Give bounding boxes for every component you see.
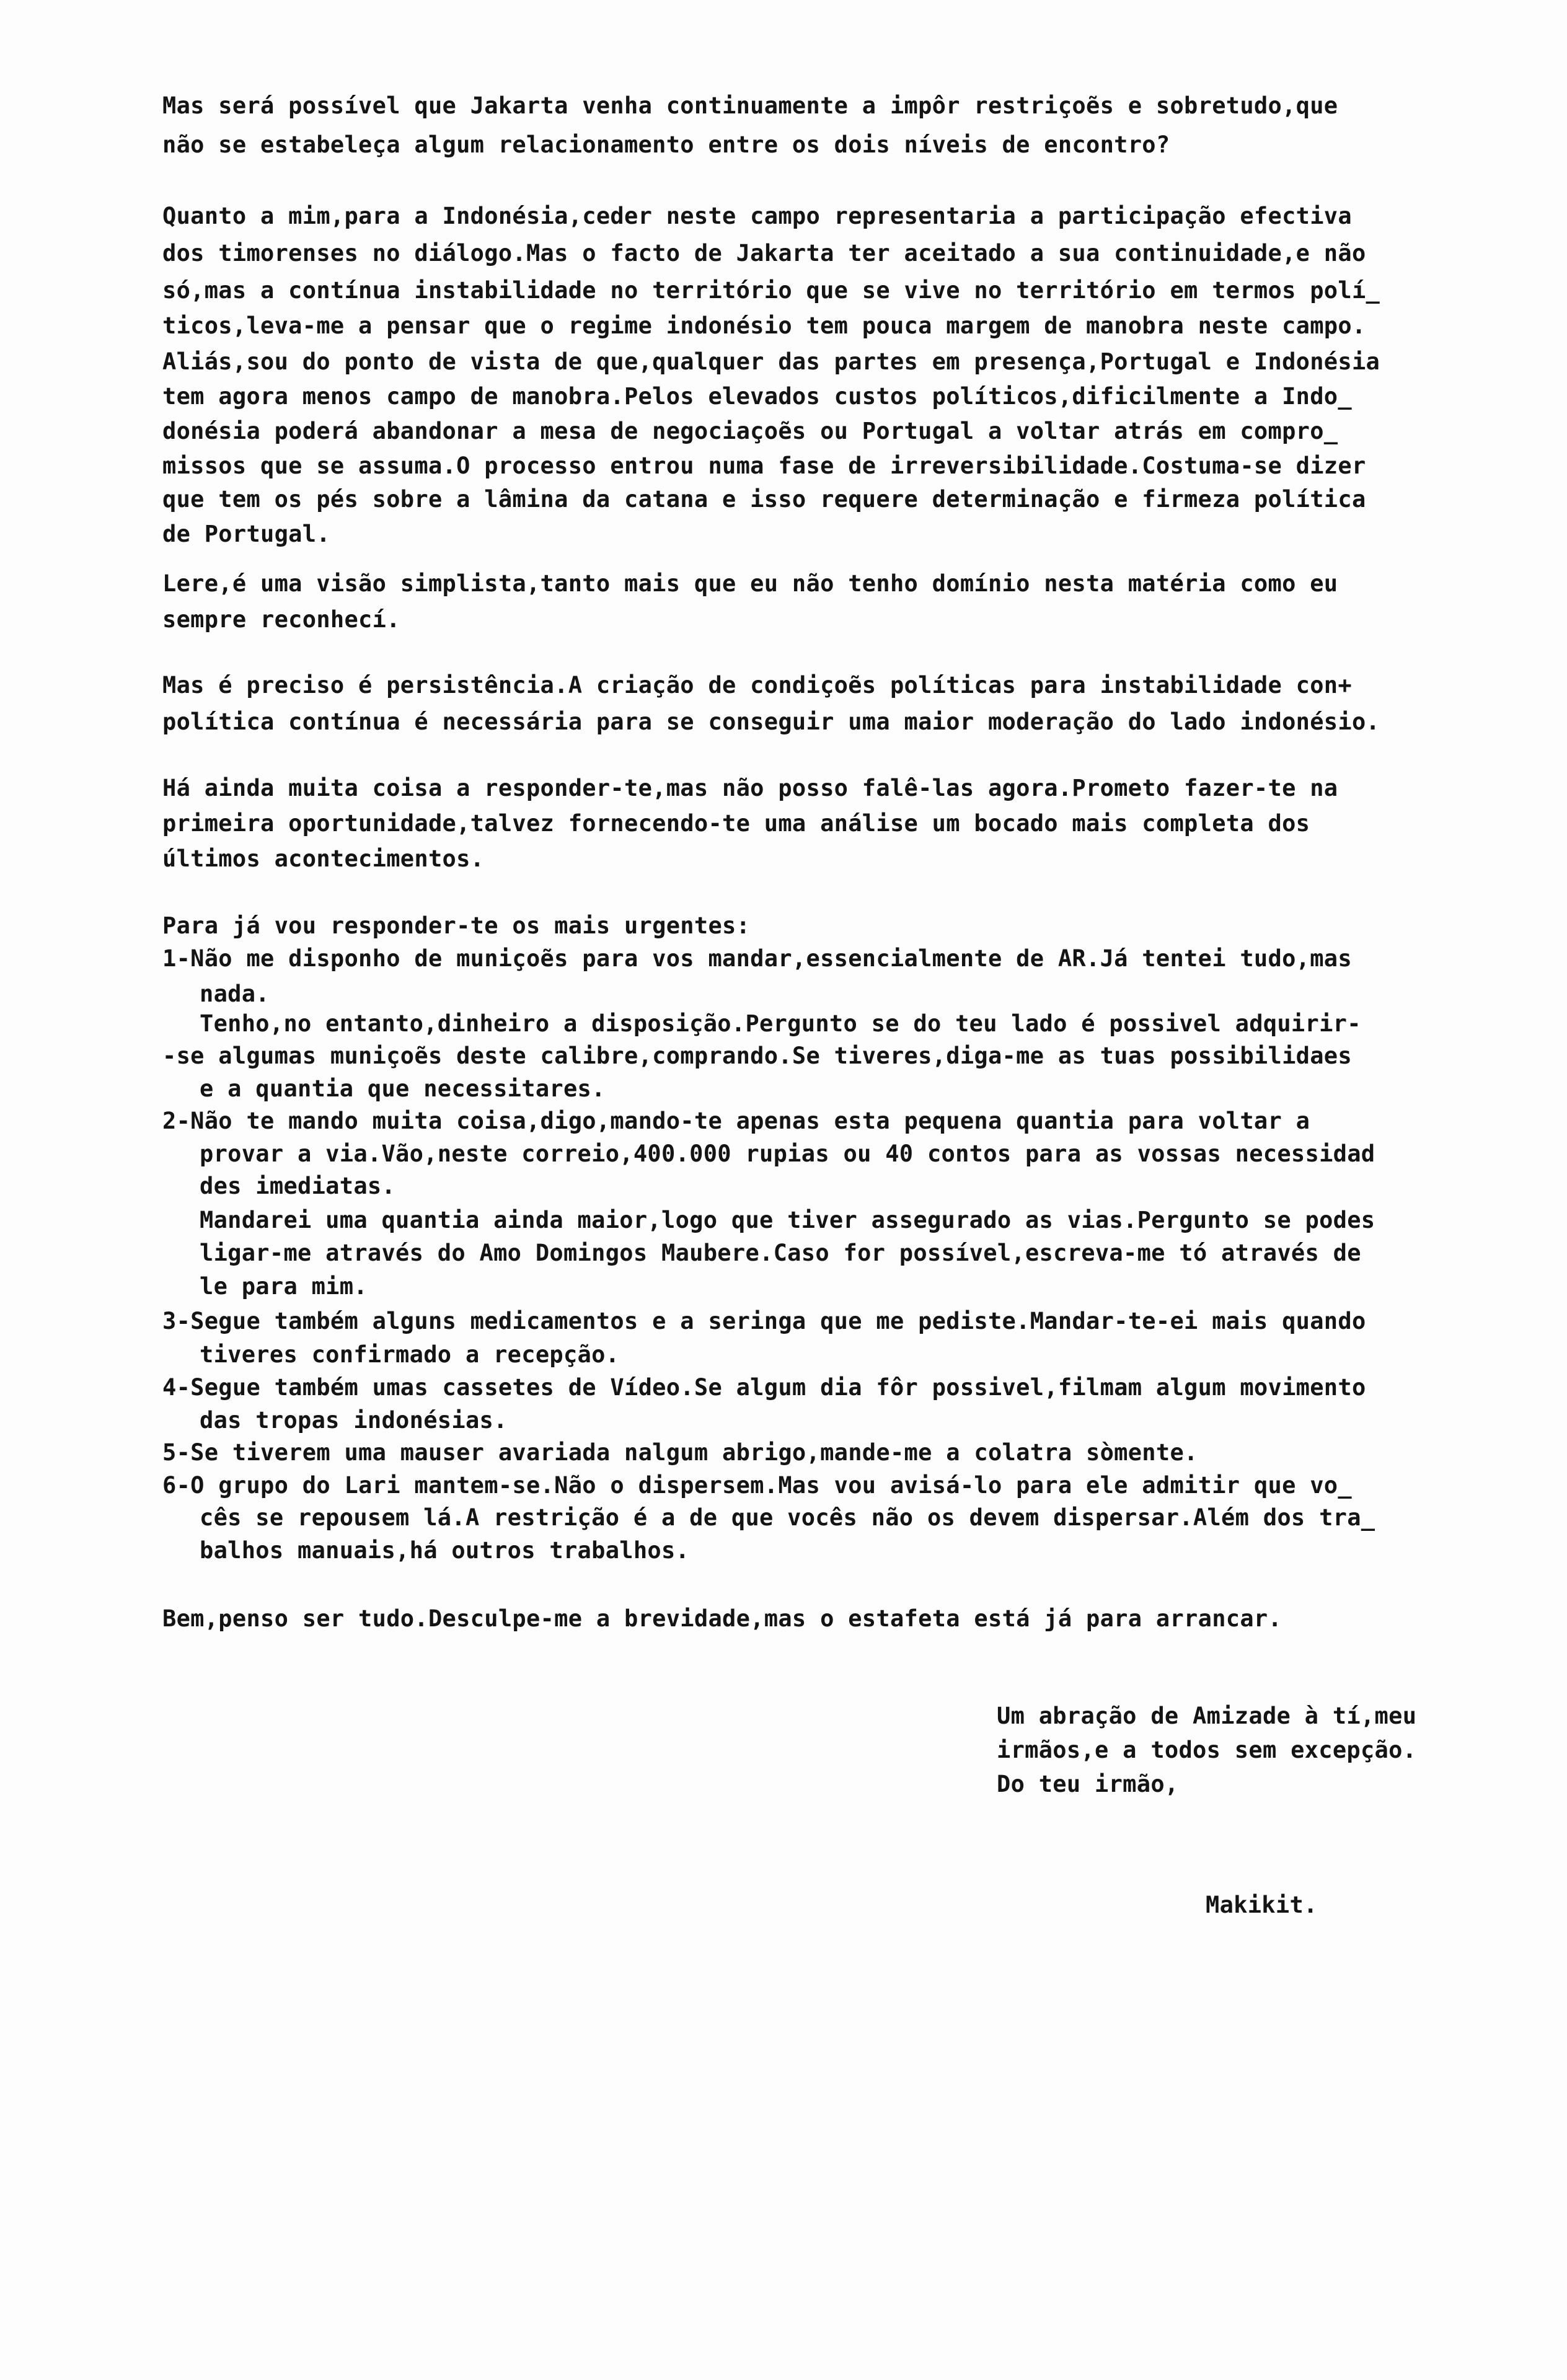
closing-line: Um abração de Amizade à tí,meu (997, 1703, 1417, 1729)
letter-line: últimos acontecimentos. (162, 845, 485, 872)
list-item: 1-Não me disponho de muniçoẽs para vos mandar,essencialmente de AR.Já tentei tudo,mas (162, 945, 1352, 972)
letter-line: sempre reconhecí. (162, 606, 400, 633)
letter-line: Mas é preciso é persistência.A criação de condiçoẽs políticas para instabilidade con+ (162, 672, 1352, 699)
letter-line: Para já vou responder-te os mais urgentes: (162, 912, 751, 939)
letter-line: ticos,leva-me a pensar que o regime indonésio tem pouca margem de manobra neste campo. (162, 312, 1366, 339)
list-item-continuation: balhos manuais,há outros trabalhos. (200, 1537, 690, 1564)
list-item: 4-Segue também umas cassetes de Vídeo.Se algum dia fôr possivel,filmam algum movimento (162, 1374, 1366, 1401)
list-item-continuation: Mandarei uma quantia ainda maior,logo que tiver assegurado as vias.Pergunto se podes (200, 1207, 1375, 1233)
closing-line: Do teu irmão, (997, 1771, 1179, 1797)
list-item: 6-O grupo do Lari mantem-se.Não o dispersem.Mas vou avisá-lo para ele admitir que vo_ (162, 1472, 1352, 1499)
letter-line: donésia poderá abandonar a mesa de negociaçoẽs ou Portugal a voltar atrás em compro_ (162, 418, 1338, 444)
letter-line: só,mas a contínua instabilidade no território que se vive no território em termos polí_ (162, 277, 1380, 304)
signature: Makikit. (1206, 1892, 1318, 1918)
letter-line: dos timorenses no diálogo.Mas o facto de Jakarta ter aceitado a sua continuidade,e não (162, 240, 1366, 267)
list-item: 5-Se tiverem uma mauser avariada nalgum abrigo,mande-me a colatra sòmente. (162, 1439, 1198, 1466)
list-item: 3-Segue também alguns medicamentos e a seringa que me pediste.Mandar-te-ei mais quando (162, 1308, 1366, 1334)
letter-line: Aliás,sou do ponto de vista de que,qualquer das partes em presença,Portugal e Indonésia (162, 348, 1380, 375)
letter-line: de Portugal. (162, 521, 330, 547)
list-item-continuation: das tropas indonésias. (200, 1407, 508, 1434)
list-item-continuation: provar a via.Vão,neste correio,400.000 rupias ou 40 contos para as vossas necessidad (200, 1140, 1375, 1167)
list-item-continuation: tiveres confirmado a recepção. (200, 1341, 620, 1368)
list-item-continuation: Tenho,no entanto,dinheiro a disposição.Pergunto se do teu lado é possivel adquirir- (200, 1010, 1361, 1037)
letter-line: primeira oportunidade,talvez fornecendo-te uma análise um bocado mais completa dos (162, 810, 1310, 837)
letter-line: missos que se assuma.O processo entrou numa fase de irreversibilidade.Costuma-se dizer (162, 452, 1366, 479)
letter-line: Há ainda muita coisa a responder-te,mas não posso falê-las agora.Prometo fazer-te na (162, 775, 1338, 801)
list-item-continuation: nada. (200, 981, 270, 1007)
list-item-continuation: cês se repousem lá.A restrição é a de que vocês não os devem dispersar.Além dos tra_ (200, 1504, 1375, 1531)
letter-line: tem agora menos campo de manobra.Pelos elevados custos políticos,dificilmente a Indo_ (162, 383, 1352, 410)
letter-line: não se estabeleça algum relacionamento entre os dois níveis de encontro? (162, 131, 1170, 158)
letter-line: Mas será possível que Jakarta venha continuamente a impôr restriçoẽs e sobretudo,que (162, 92, 1338, 119)
list-item-continuation: e a quantia que necessitares. (200, 1075, 606, 1102)
list-item-continuation: le para mim. (200, 1273, 368, 1300)
list-item-continuation: ligar-me através do Amo Domingos Maubere.Caso for possível,escreva-me tó através de (200, 1240, 1361, 1266)
list-item-continuation: des imediatas. (200, 1173, 396, 1199)
letter-line: que tem os pés sobre a lâmina da catana e isso requere determinação e firmeza política (162, 486, 1366, 513)
letter-line: política contínua é necessária para se conseguir uma maior moderação do lado indonésio. (162, 708, 1380, 735)
list-item-continuation: -se algumas muniçoẽs deste calibre,comprando.Se tiveres,diga-me as tuas possibilidaes (162, 1042, 1352, 1069)
letter-line: Quanto a mim,para a Indonésia,ceder neste campo representaria a participação efectiva (162, 203, 1352, 229)
letter-line: Bem,penso ser tudo.Desculpe-me a brevidade,mas o estafeta está já para arrancar. (162, 1605, 1282, 1632)
letter-line: Lere,é uma visão simplista,tanto mais que eu não tenho domínio nesta matéria como eu (162, 570, 1338, 597)
closing-line: irmãos,e a todos sem excepção. (997, 1737, 1417, 1763)
list-item: 2-Não te mando muita coisa,digo,mando-te apenas esta pequena quantia para voltar a (162, 1108, 1310, 1134)
